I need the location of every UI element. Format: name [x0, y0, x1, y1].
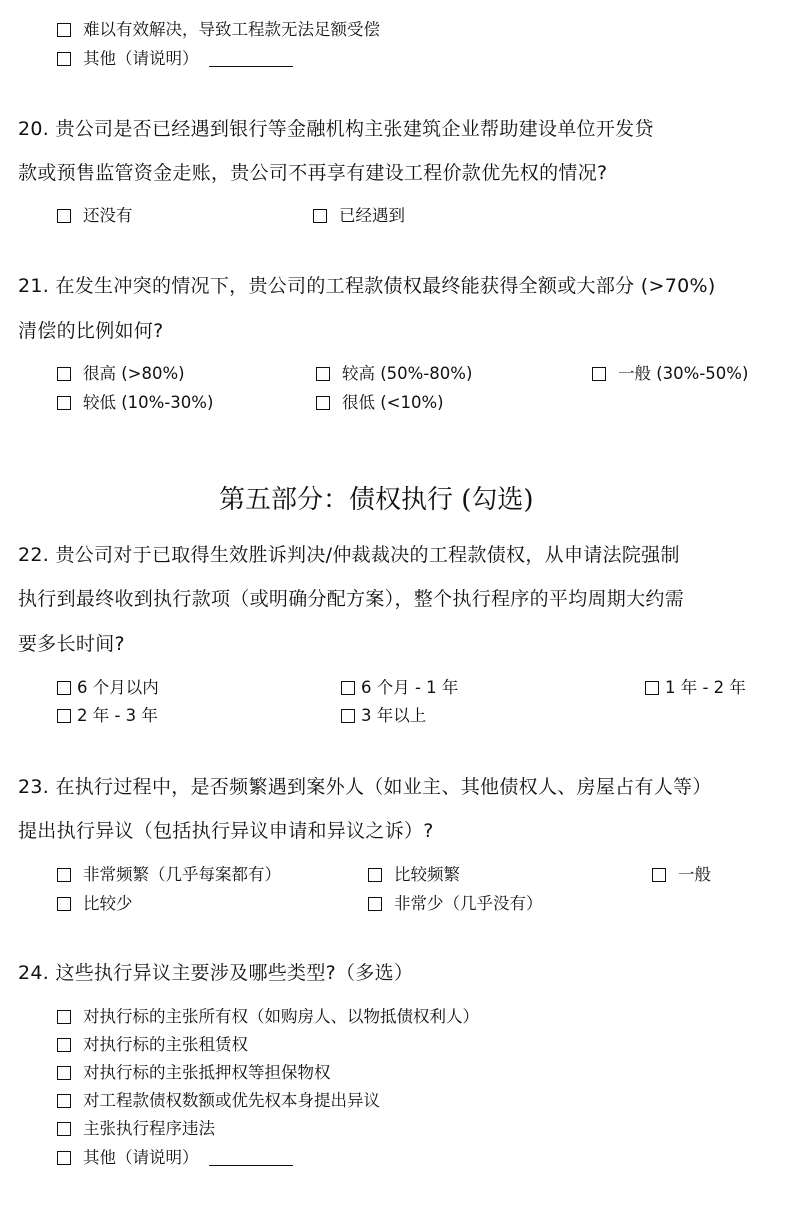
option-label: 比较少 — [83, 894, 133, 913]
checkbox[interactable] — [592, 367, 606, 381]
checkbox[interactable] — [368, 868, 382, 882]
q20-text: 20. 贵公司是否已经遇到银行等金融机构主张建筑企业帮助建设单位开发贷 — [18, 118, 654, 140]
checkbox[interactable] — [57, 209, 71, 223]
q22-text-cont2: 要多长时间? — [18, 633, 125, 655]
q21-option-very-high[interactable] — [57, 366, 185, 383]
q24-option-procedure-illegal[interactable] — [57, 1121, 215, 1138]
q21-text-cont: 清偿的比例如何? — [18, 320, 164, 342]
q23-option-average[interactable] — [652, 867, 711, 884]
q22-option-under-6m[interactable] — [57, 680, 159, 697]
checkbox[interactable] — [57, 1151, 71, 1165]
checkbox[interactable] — [316, 367, 330, 381]
fill-in-blank[interactable] — [209, 52, 293, 67]
checkbox[interactable] — [57, 396, 71, 410]
option-label: 1 年 - 2 年 — [665, 678, 746, 697]
fill-in-blank[interactable] — [209, 1151, 293, 1166]
option-label: 6 个月 - 1 年 — [361, 678, 459, 697]
option-label: 一般 — [678, 865, 711, 884]
checkbox[interactable] — [57, 1066, 71, 1080]
q20-option-not-yet[interactable] — [57, 208, 133, 225]
q24-option-amount-dispute[interactable] — [57, 1093, 380, 1110]
q22-option-2y-3y[interactable] — [57, 708, 158, 725]
q22-option-6m-1y[interactable] — [341, 680, 458, 697]
q23-option-rare[interactable] — [57, 896, 133, 913]
section-title: 第五部分：债权执行 (勾选) — [219, 485, 534, 515]
q20-text-cont: 款或预售监管资金走账，贵公司不再享有建设工程价款优先权的情况? — [18, 162, 608, 184]
q23-text-cont: 提出执行异议（包括执行异议申请和异议之诉）? — [18, 820, 434, 842]
option-label: 一般 (30%-50%) — [618, 364, 749, 383]
option-label: 主张执行程序违法 — [83, 1119, 215, 1138]
q24-option-mortgage[interactable] — [57, 1065, 331, 1082]
checkbox[interactable] — [313, 209, 327, 223]
q23-option-very-rare[interactable] — [368, 896, 543, 913]
q22-text-cont: 执行到最终收到执行款项（或明确分配方案），整个执行程序的平均周期大约需 — [18, 588, 685, 610]
checkbox[interactable] — [57, 23, 71, 37]
option-label: 对工程款债权数额或优先权本身提出异议 — [83, 1091, 380, 1110]
option-label: 其他（请说明） — [83, 1148, 199, 1167]
checkbox[interactable] — [645, 681, 659, 695]
option-label: 还没有 — [83, 206, 133, 225]
checkbox[interactable] — [341, 709, 355, 723]
checkbox[interactable] — [316, 396, 330, 410]
option-label: 对执行标的主张所有权（如购房人、以物抵债权利人） — [83, 1007, 479, 1026]
option-label: 3 年以上 — [361, 706, 427, 725]
checkbox[interactable] — [57, 1122, 71, 1136]
q21-option-very-low[interactable] — [316, 395, 444, 412]
checkbox[interactable] — [341, 681, 355, 695]
option-label: 很高 (>80%) — [83, 364, 185, 383]
q19-option-other[interactable] — [57, 51, 293, 68]
q21-option-high[interactable] — [316, 366, 472, 383]
option-label: 很低 (<10%) — [342, 393, 444, 412]
q21-text: 21. 在发生冲突的情况下，贵公司的工程款债权最终能获得全额或大部分 (>70%) — [18, 275, 716, 297]
q24-text: 24. 这些执行异议主要涉及哪些类型?（多选） — [18, 962, 414, 984]
q22-option-1y-2y[interactable] — [645, 680, 746, 697]
option-label: 非常频繁（几乎每案都有） — [83, 865, 281, 884]
checkbox[interactable] — [652, 868, 666, 882]
q22-option-over-3y[interactable] — [341, 708, 426, 725]
checkbox[interactable] — [57, 1038, 71, 1052]
checkbox[interactable] — [57, 681, 71, 695]
q19-option-unresolved[interactable] — [57, 22, 380, 39]
q24-option-lease[interactable] — [57, 1037, 248, 1054]
option-label: 较低 (10%-30%) — [83, 393, 214, 412]
q23-option-very-frequent[interactable] — [57, 867, 281, 884]
checkbox[interactable] — [57, 709, 71, 723]
q21-option-medium[interactable] — [592, 366, 748, 383]
checkbox[interactable] — [57, 367, 71, 381]
q20-option-encountered[interactable] — [313, 208, 405, 225]
option-label: 已经遇到 — [339, 206, 405, 225]
q23-text: 23. 在执行过程中，是否频繁遇到案外人（如业主、其他债权人、房屋占有人等） — [18, 776, 712, 798]
option-label: 对执行标的主张抵押权等担保物权 — [83, 1063, 331, 1082]
checkbox[interactable] — [57, 897, 71, 911]
checkbox[interactable] — [57, 1010, 71, 1024]
checkbox[interactable] — [57, 868, 71, 882]
option-label: 比较频繁 — [394, 865, 460, 884]
q24-option-ownership[interactable] — [57, 1009, 479, 1026]
checkbox[interactable] — [368, 897, 382, 911]
option-label: 较高 (50%-80%) — [342, 364, 473, 383]
q24-option-other[interactable] — [57, 1150, 293, 1167]
checkbox[interactable] — [57, 52, 71, 66]
option-label: 2 年 - 3 年 — [77, 706, 158, 725]
option-label: 其他（请说明） — [83, 49, 199, 68]
option-label: 非常少（几乎没有） — [394, 894, 543, 913]
option-label: 对执行标的主张租赁权 — [83, 1035, 248, 1054]
option-label: 6 个月以内 — [77, 678, 159, 697]
q21-option-low[interactable] — [57, 395, 213, 412]
q23-option-frequent[interactable] — [368, 867, 460, 884]
q22-text: 22. 贵公司对于已取得生效胜诉判决/仲裁裁决的工程款债权，从申请法院强制 — [18, 544, 680, 566]
option-label: 难以有效解决，导致工程款无法足额受偿 — [83, 20, 380, 39]
checkbox[interactable] — [57, 1094, 71, 1108]
